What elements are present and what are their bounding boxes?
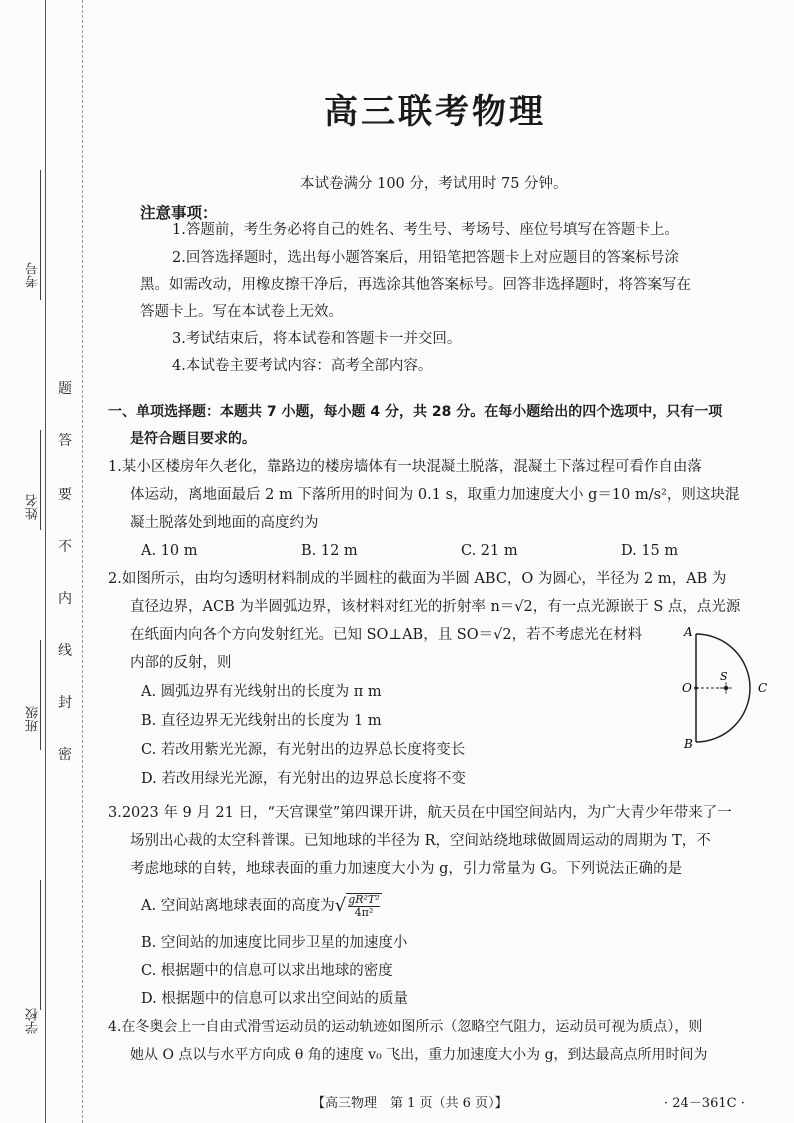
school-label: 学校 xyxy=(26,1008,41,1034)
q2-option-c: C. 若改用紫光光源，有光射出的边界总长度将变长 xyxy=(141,742,466,758)
notice-line: 黑。如需改动，用橡皮擦干净后，再选涂其他答案标号。回答非选择题时，将答案写在 xyxy=(140,277,691,293)
q4-text: 4.在冬奥会上一自由式滑雪运动员的运动轨迹如图所示（忽略空气阻力，运动员可视为质点），则 xyxy=(108,1019,703,1035)
q4-text: 她从 O 点以与水平方向成 θ 角的速度 v₀ 飞出，重力加速度大小为 g，到达最高点所用时间为 xyxy=(130,1047,708,1063)
seal-char: 密 xyxy=(58,747,72,763)
q3-option-d: D. 根据题中的信息可以求出空间站的质量 xyxy=(141,991,408,1007)
exam-number-label: 考号 xyxy=(26,262,41,288)
notice-heading: 注意事项： xyxy=(140,204,218,222)
class-line xyxy=(40,640,41,750)
semicircle-figure xyxy=(674,624,784,752)
sqrt-sign: √ xyxy=(334,895,347,916)
notice-line: 2.回答选择题时，选出每小题答案后，用铅笔把答题卡上对应题目的答案标号涂 xyxy=(172,250,679,266)
sqrt-body xyxy=(346,893,381,919)
seal-char: 线 xyxy=(58,643,72,659)
q1-text: 1.某小区楼房年久老化，靠路边的楼房墙体有一块混凝土脱落，混凝土下落过程可看作自由落 xyxy=(108,459,702,475)
q2-option-a: A. 圆弧边界有光线射出的长度为 π m xyxy=(141,684,382,700)
binding-line xyxy=(45,0,46,1123)
q2-option-d: D. 若改用绿光光源，有光射出的边界总长度将不变 xyxy=(141,771,466,787)
seal-char: 不 xyxy=(58,539,72,555)
q3-text: 3.2023 年 9 月 21 日，“天宫课堂”第四课开讲，航天员在中国空间站内，为广大青少年带来了一 xyxy=(108,805,732,821)
q2-text: 直径边界，ACB 为半圆弧边界，该材料对红光的折射率 n＝√2，有一点光源嵌于 S 点，点光源 xyxy=(130,599,741,615)
section-heading: 一、单项选择题：本题共 7 小题，每小题 4 分，共 28 分。在每小题给出的四个选项中，只有一项 xyxy=(108,404,723,420)
seal-line xyxy=(82,0,83,1123)
q3-text: 考虑地球的自转，地球表面的重力加速度大小为 g，引力常量为 G。下列说法正确的是 xyxy=(130,861,683,877)
q2-text: 内部的反射，则 xyxy=(130,655,232,671)
q1-option-d: D. 15 m xyxy=(621,543,679,559)
q1-option-c: C. 21 m xyxy=(461,543,518,559)
notice-line: 答题卡上。写在本试卷上无效。 xyxy=(140,304,343,320)
label-s: S xyxy=(720,670,728,683)
seal-char: 题 xyxy=(58,381,72,397)
class-label: 班级 xyxy=(26,706,41,732)
label-b: B xyxy=(684,737,693,751)
notice-line: 4.本试卷主要考试内容：高考全部内容。 xyxy=(172,358,433,374)
q2-text: 2.如图所示，由均匀透明材料制成的半圆柱的截面为半圆 ABC，O 为圆心，半径为 2 m，AB 为 xyxy=(108,571,727,587)
page-footer: 【高三物理 第 1 页（共 6 页）】 xyxy=(312,1096,508,1111)
q1-option-a: A. 10 m xyxy=(141,543,198,559)
q3-option-a-text: A. 空间站离地球表面的高度为 xyxy=(141,898,335,914)
exam-info: 本试卷满分 100 分，考试用时 75 分钟。 xyxy=(300,176,568,192)
fraction-numerator: gR²T² xyxy=(348,893,380,906)
point-o xyxy=(694,686,698,690)
label-a: A xyxy=(684,625,693,639)
page-title: 高三联考物理 xyxy=(324,92,546,132)
q1-option-b: B. 12 m xyxy=(301,543,358,559)
q1-text: 凝土脱落处到地面的高度约为 xyxy=(130,515,319,531)
q3-option-b: B. 空间站的加速度比同步卫星的加速度小 xyxy=(141,935,408,951)
q3-option-c: C. 根据题中的信息可以求出地球的密度 xyxy=(141,963,393,979)
label-c: C xyxy=(758,681,768,695)
section-heading-cont: 是符合题目要求的。 xyxy=(130,431,256,447)
seal-char: 要 xyxy=(58,487,72,503)
seal-char: 内 xyxy=(58,591,72,607)
seal-char: 答 xyxy=(58,433,72,449)
notice-line: 3.考试结束后，将本试卷和答题卡一并交回。 xyxy=(172,331,462,347)
q1-text: 体运动，离地面最后 2 m 下落所用的时间为 0.1 s，取重力加速度大小 g＝10 m/s²，则这块混 xyxy=(130,487,740,503)
label-o: O xyxy=(682,681,692,695)
notice-line: 1.答题前，考生务必将自己的姓名、考生号、考场号、座位号填写在答题卡上。 xyxy=(172,222,679,238)
seal-char: 封 xyxy=(58,695,72,711)
exam-code: · 24－361C · xyxy=(664,1096,745,1111)
fraction-denominator: 4π² xyxy=(354,906,374,919)
q2-text: 在纸面内向各个方向发射红光。已知 SO⊥AB，且 SO＝√2，若不考虑光在材料 xyxy=(130,627,643,643)
q2-option-b: B. 直径边界无光线射出的长度为 1 m xyxy=(141,713,382,729)
school-line xyxy=(40,880,41,1010)
q3-option-a xyxy=(141,893,382,919)
q3-text: 场别出心裁的太空科普课。已知地球的半径为 R，空间站绕地球做圆周运动的周期为 T，不 xyxy=(130,833,711,849)
binding-margin xyxy=(0,0,108,1123)
name-label: 姓名 xyxy=(26,494,41,520)
